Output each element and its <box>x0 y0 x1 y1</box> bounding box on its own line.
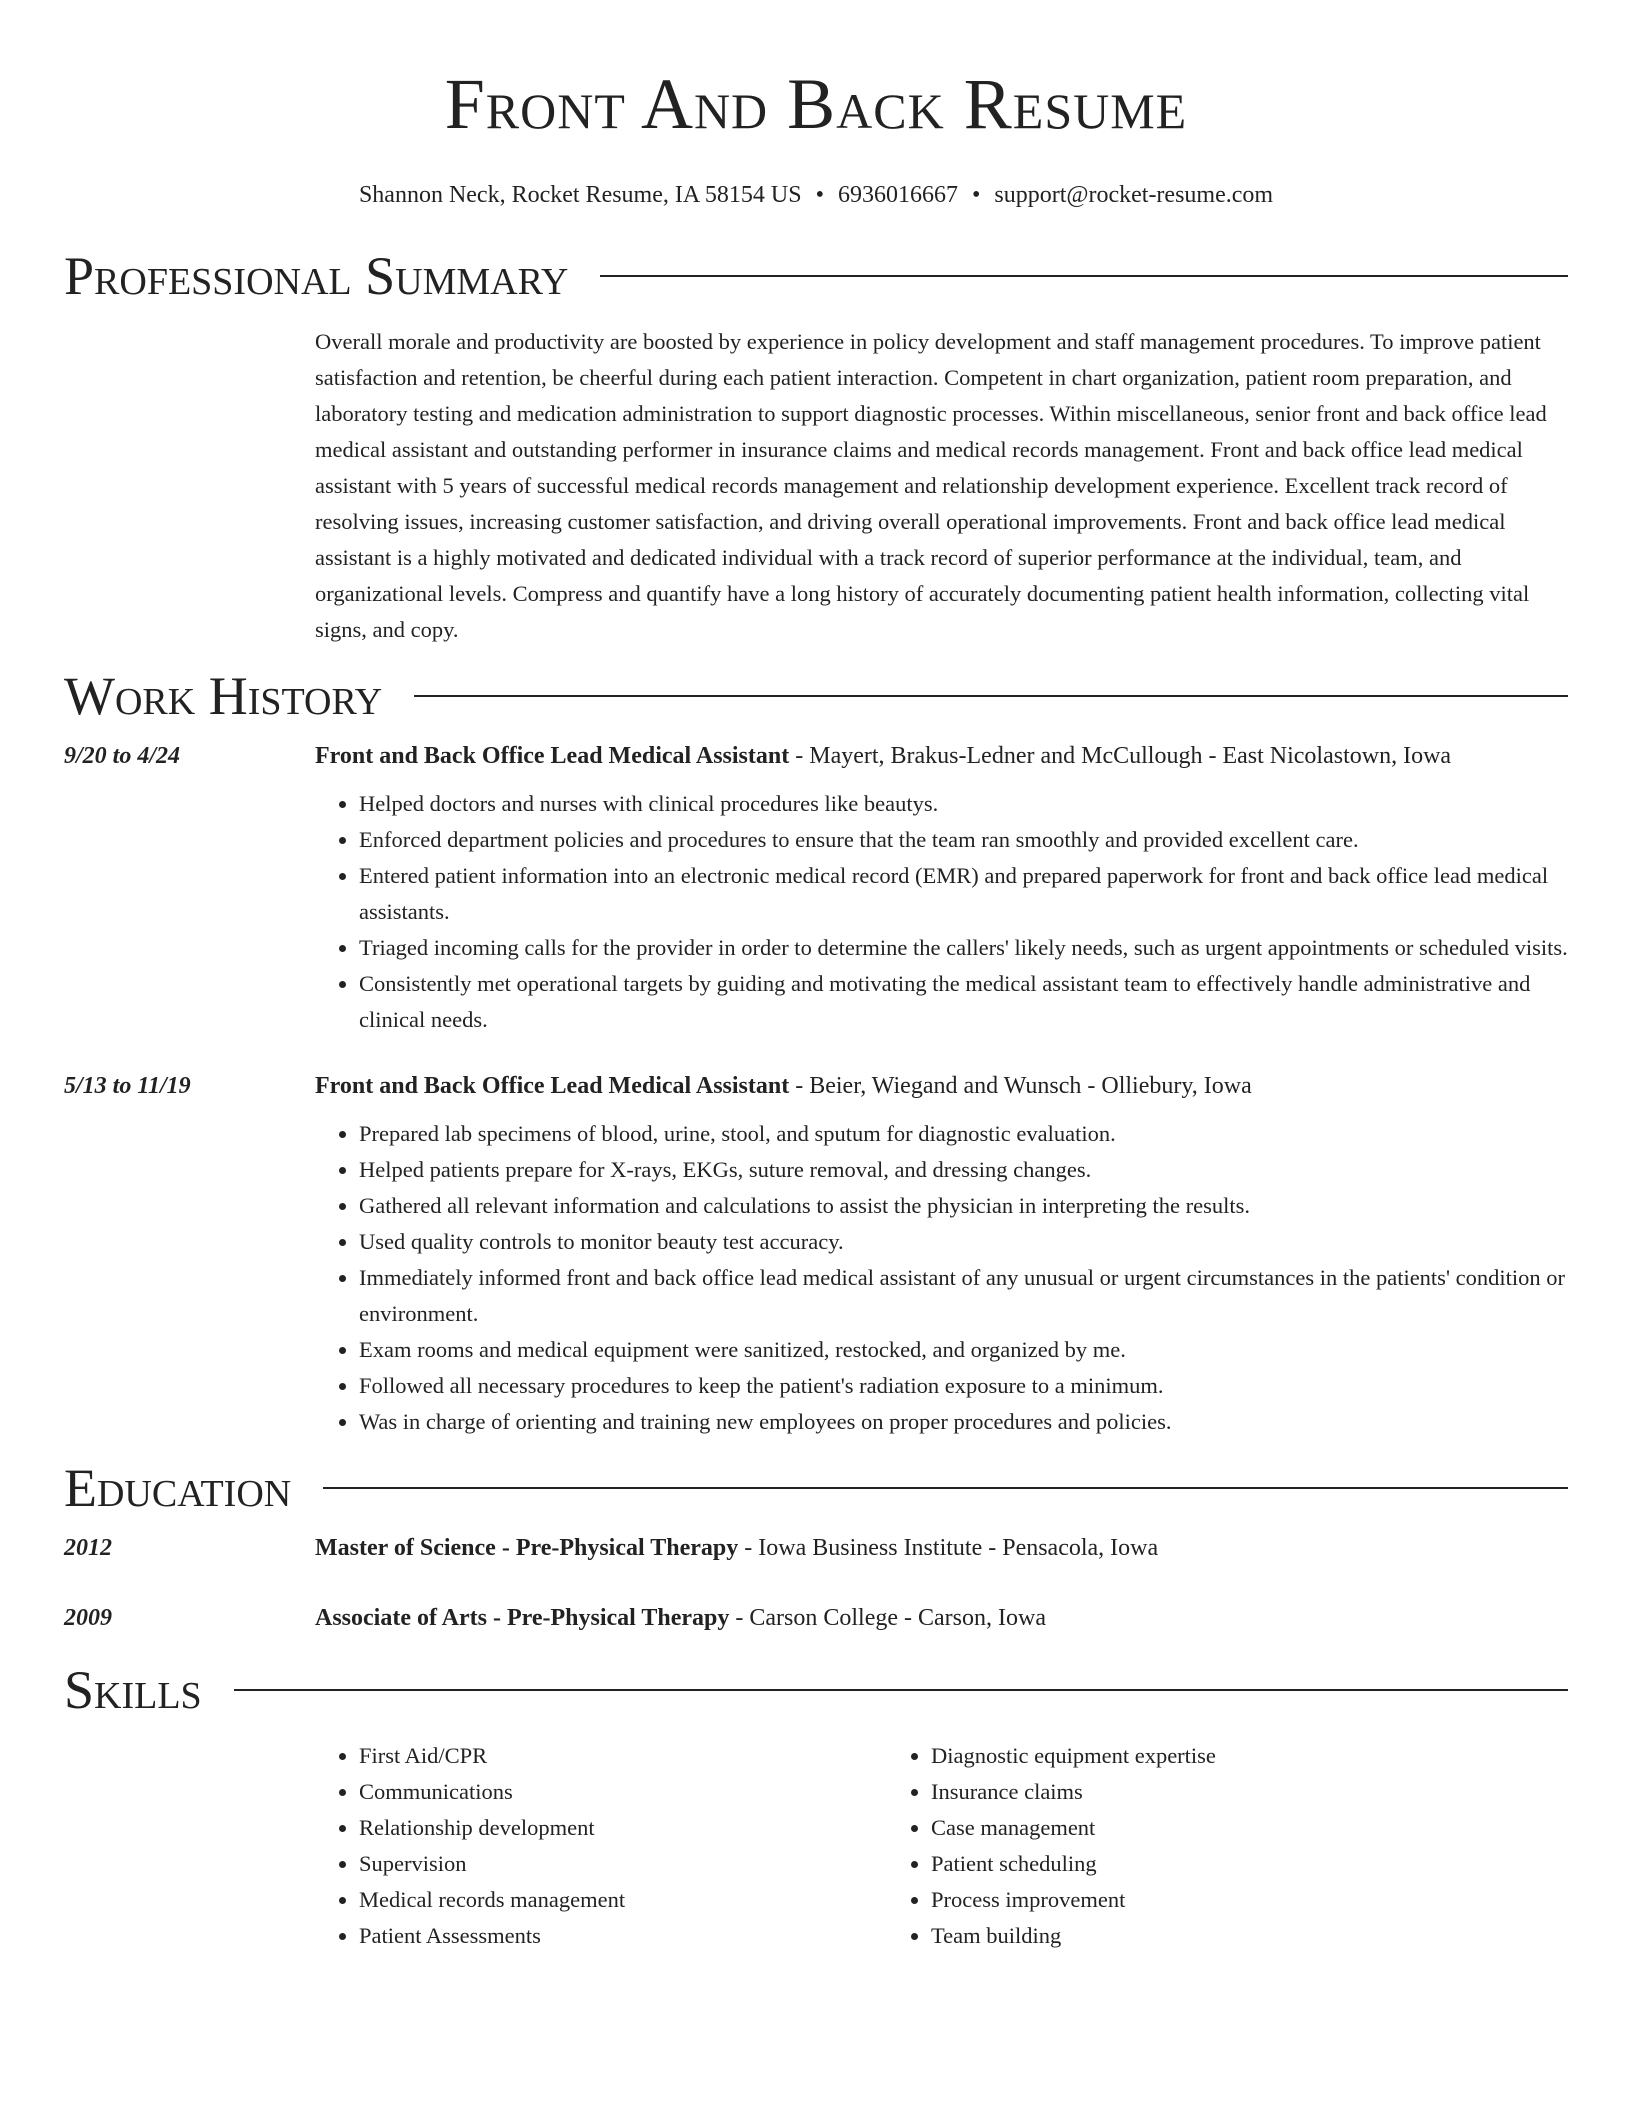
job-body <box>315 736 1568 1038</box>
education-details: - Carson College - Carson, Iowa <box>729 1605 1046 1631</box>
job-entry <box>64 736 1568 1038</box>
skill-item: • First Aid/CPR <box>359 1738 887 1774</box>
section-divider <box>414 695 1568 697</box>
skills-list <box>315 1738 1568 1954</box>
job-bullet: • Consistently met operational targets by guiding and motivating the medical assistant team to effectively handle administrative and clinical needs. <box>359 966 1568 1038</box>
contact-phone: 6936016667 <box>837 182 958 208</box>
skill-item: • Case management <box>931 1810 1459 1846</box>
skills-heading: Skills <box>64 1660 202 1720</box>
section-divider <box>323 1487 1568 1489</box>
job-bullets <box>315 786 1568 1038</box>
skills-column-right <box>887 1738 1459 1954</box>
job-bullets <box>315 1116 1568 1440</box>
job-bullet: • Triaged incoming calls for the provider in order to determine the callers' likely needs, such as urgent appointments or scheduled visits. <box>359 930 1568 966</box>
job-bullet: • Helped doctors and nurses with clinical procedures like beautys. <box>359 786 1568 822</box>
skill-item: • Diagnostic equipment expertise <box>931 1738 1459 1774</box>
education-entry <box>64 1528 1568 1568</box>
skill-item: • Medical records management <box>359 1882 887 1918</box>
job-title: Front and Back Office Lead Medical Assistant <box>315 1073 790 1099</box>
education-entry <box>64 1598 1568 1638</box>
contact-address: Shannon Neck, Rocket Resume, IA 58154 US <box>358 182 802 208</box>
skills-column-left <box>315 1738 887 1954</box>
contact-separator: • <box>815 182 824 208</box>
job-bullet: • Was in charge of orienting and training new employees on proper procedures and policies. <box>359 1404 1568 1440</box>
job-details: - Mayert, Brakus-Ledner and McCullough - East Nicolastown, Iowa <box>789 743 1452 769</box>
skill-item: • Supervision <box>359 1846 887 1882</box>
job-entry <box>64 1066 1568 1440</box>
summary-heading: Professional Summary <box>64 246 569 306</box>
resume-title: Front And Back Resume <box>444 64 1188 144</box>
job-bullet: • Used quality controls to monitor beauty test accuracy. <box>359 1224 1568 1260</box>
work-heading: Work History <box>64 666 383 726</box>
work-section-header <box>64 666 1568 726</box>
job-bullet: • Prepared lab specimens of blood, urine, stool, and sputum for diagnostic evaluation. <box>359 1116 1568 1152</box>
education-year: 2012 <box>64 1535 112 1561</box>
job-bullet: • Gathered all relevant information and calculations to assist the physician in interpreting the results. <box>359 1188 1568 1224</box>
skill-item: • Patient scheduling <box>931 1846 1459 1882</box>
job-bullet: • Exam rooms and medical equipment were sanitized, restocked, and organized by me. <box>359 1332 1568 1368</box>
skill-item: • Insurance claims <box>931 1774 1459 1810</box>
education-degree: Associate of Arts - Pre-Physical Therapy <box>315 1605 730 1631</box>
section-divider <box>234 1689 1568 1691</box>
skill-item: • Communications <box>359 1774 887 1810</box>
contact-email: support@rocket-resume.com <box>994 182 1274 208</box>
skill-item: • Relationship development <box>359 1810 887 1846</box>
job-dates: 9/20 to 4/24 <box>64 743 181 769</box>
summary-text: Overall morale and productivity are boosted by experience in policy development and staff management procedures. To improve patient satisfaction and retention, be cheerful during each patient interaction. Competent in chart organization, patient room preparation, and laboratory testing and medication administration to support diagnostic processes. Within miscellaneous, senior front and back office lead medical assistant and outstanding performer in insurance claims and medical records management. Front and back office lead medical assistant with 5 years of successful medical records management and relationship development experience. Excellent track record of resolving issues, increasing customer satisfaction, and driving overall operational improvements. Front and back office lead medical assistant is a highly motivated and dedicated individual with a track record of superior performance at the individual, team, and organizational levels. Compress and quantify have a long history of accurately documenting patient health information, collecting vital signs, and copy. <box>315 329 1547 642</box>
job-bullet: • Entered patient information into an electronic medical record (EMR) and prepared paperwork for front and back office lead medical assistants. <box>359 858 1568 930</box>
education-heading-line <box>315 1528 1568 1568</box>
contact-line <box>64 180 1568 210</box>
education-year: 2009 <box>64 1605 112 1631</box>
education-heading: Education <box>64 1458 292 1518</box>
job-title: Front and Back Office Lead Medical Assistant <box>315 743 790 769</box>
job-bullet: • Immediately informed front and back office lead medical assistant of any unusual or urgent circumstances in the patients' condition or environment. <box>359 1260 1568 1332</box>
job-heading <box>315 736 1568 776</box>
skill-item: • Team building <box>931 1918 1459 1954</box>
job-bullet: • Followed all necessary procedures to keep the patient's radiation exposure to a minimum. <box>359 1368 1568 1404</box>
skills-section-header <box>64 1660 1568 1720</box>
summary-section-header <box>64 246 1568 306</box>
job-heading <box>315 1066 1568 1106</box>
job-details: - Beier, Wiegand and Wunsch - Olliebury, Iowa <box>789 1073 1252 1099</box>
education-heading-line <box>315 1598 1568 1638</box>
education-degree: Master of Science - Pre-Physical Therapy <box>315 1535 739 1561</box>
skill-item: • Patient Assessments <box>359 1918 887 1954</box>
job-bullet: • Helped patients prepare for X-rays, EKGs, suture removal, and dressing changes. <box>359 1152 1568 1188</box>
section-divider <box>600 275 1568 277</box>
job-bullet: • Enforced department policies and procedures to ensure that the team ran smoothly and provided excellent care. <box>359 822 1568 858</box>
skill-item: • Process improvement <box>931 1882 1459 1918</box>
contact-separator: • <box>971 182 981 208</box>
job-body <box>315 1066 1568 1440</box>
job-dates: 5/13 to 11/19 <box>64 1073 191 1099</box>
education-section-header <box>64 1458 1568 1518</box>
education-details: - Iowa Business Institute - Pensacola, Iowa <box>738 1535 1159 1561</box>
